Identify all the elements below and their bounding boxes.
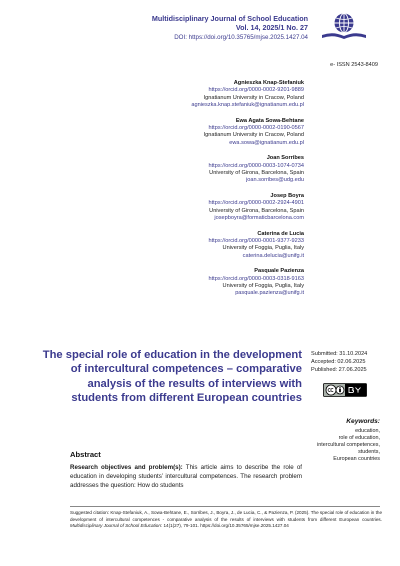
author-block	[64, 231, 304, 261]
author-affiliation: Ignatianum University in Cracow, Poland	[203, 94, 304, 101]
author-block	[64, 268, 304, 298]
footer-divider	[70, 506, 380, 507]
author-email-link[interactable]: agnieszka.knap.stefaniuk@ignatianum.edu.pl	[191, 102, 304, 109]
article-dates	[311, 350, 381, 374]
issn-number: e- ISSN 2543-8409	[330, 62, 378, 68]
author-orcid-link[interactable]: https://orcid.org/0000-0003-0318-9163	[208, 275, 304, 282]
author-affiliation: University of Foggia, Puglia, Italy	[222, 245, 304, 252]
cc-by-license-icon[interactable]	[323, 383, 367, 397]
keyword-item: intercultural competences,	[317, 442, 380, 448]
author-list	[64, 80, 304, 306]
journal-volume: Vol. 14, 2025/1 No. 27	[235, 23, 308, 32]
author-email-link[interactable]: joan.sorribes@udg.edu	[246, 177, 304, 184]
author-block	[64, 155, 304, 185]
author-affiliation: University of Foggia, Puglia, Italy	[222, 282, 304, 289]
author-name: Agnieszka Knap-Stefaniuk	[233, 80, 304, 86]
accepted-date: Accepted: 02.06.2025	[311, 359, 366, 365]
citation-journal: Multidisciplinary Journal of School Education	[70, 523, 161, 529]
keyword-item: students,	[358, 449, 380, 455]
author-name: Pasquale Pazienza	[254, 268, 304, 275]
journal-title: Multidisciplinary Journal of School Education	[151, 14, 308, 23]
abstract-lead: Research objectives and problem(s):	[70, 464, 183, 471]
author-email-link[interactable]: pasquale.pazienza@unifg.it	[235, 290, 304, 297]
author-orcid-link[interactable]: https://orcid.org/0000-0001-9377-9233	[208, 237, 304, 244]
author-name: Caterina de Lucia	[257, 230, 304, 237]
globe-book-icon	[318, 12, 370, 42]
author-email-link[interactable]: ewa.sowa@ignatianum.edu.pl	[229, 139, 304, 146]
author-email-link[interactable]: josepboyra@formaticbarcelona.com	[214, 215, 304, 222]
author-orcid-link[interactable]: https://orcid.org/0000-0002-2924-4901	[208, 200, 304, 207]
article-title: The special role of education in the development of intercultural competences – comparative analysis of the results of interviews with students from different European countries	[42, 349, 302, 405]
author-affiliation: University of Girona, Barcelona, Spain	[209, 207, 304, 214]
author-block	[64, 80, 304, 110]
author-orcid-link[interactable]: https://orcid.org/0000-0003-1074-0734	[208, 162, 304, 169]
author-orcid-link[interactable]: https://orcid.org/0000-0002-9201-9889	[208, 87, 304, 94]
abstract-heading: Abstract	[70, 450, 101, 459]
published-date: Published: 27.06.2025	[311, 367, 367, 373]
author-email-link[interactable]: caterina.delucia@unifg.it	[242, 252, 304, 259]
author-orcid-link[interactable]: https://orcid.org/0000-0002-0190-0567	[208, 125, 304, 132]
abstract-body-text: This article aims to describe the role of education in developing students’ intercultural competences. The research problem addresses the question: How do students	[70, 464, 302, 490]
author-block	[64, 193, 304, 223]
author-affiliation: University of Girona, Barcelona, Spain	[209, 170, 304, 177]
keyword-item: role of education,	[338, 435, 380, 441]
keywords-panel	[300, 418, 380, 463]
journal-header	[148, 14, 308, 42]
abstract-text	[70, 463, 302, 491]
author-name: Ewa Agata Sowa-Behtane	[235, 117, 304, 124]
author-name: Joan Sorribes	[266, 155, 304, 162]
author-affiliation: Ignatianum University in Cracow, Poland	[203, 132, 304, 139]
suggested-citation	[70, 510, 382, 530]
keyword-item: European countries	[333, 456, 380, 462]
submitted-date: Submitted: 31.10.2024	[311, 351, 368, 357]
author-block	[64, 118, 304, 148]
citation-suffix: : 14(1(27), 79-101. https://doi.org/10.35765/mjse.2025.1427.04	[160, 523, 289, 529]
keyword-item: education,	[355, 428, 380, 434]
author-name: Josep Boyra	[270, 192, 304, 199]
keywords-heading: Keywords:	[346, 418, 380, 425]
article-doi-link[interactable]: DOI: https://doi.org/10.35765/mjse.2025.1427.04	[174, 34, 308, 41]
citation-prefix: Suggested citation: Knap-Stefaniuk, A., Sowa-Behtane, E., Sorribes, J., Boyra, J., de Lucia, C., & Pazienza, P. (2025). The special role of education in the development of intercultural competences - comparative analysis of the results of interviews with students from different European countries.	[70, 510, 382, 522]
